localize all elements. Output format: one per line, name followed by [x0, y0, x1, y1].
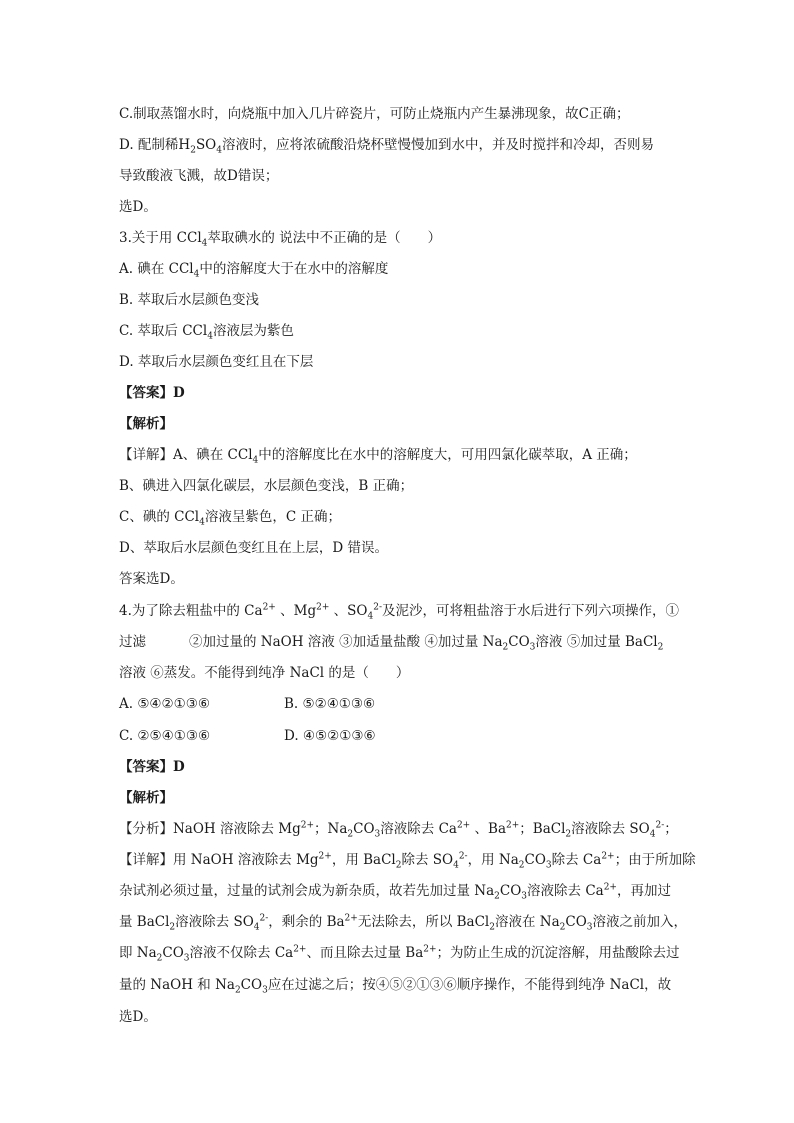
text: ；: [664, 821, 678, 837]
subscript: 3: [521, 891, 528, 902]
options-row: [119, 694, 679, 714]
option-a: A. ⑤④②①③⑥: [119, 696, 210, 712]
text: 萃取碘水的 说法中不正确的是（ ）: [207, 230, 442, 246]
detail-line: [119, 445, 679, 465]
text-line: [119, 197, 679, 217]
text: 溶液在 Na: [494, 914, 560, 930]
option-c: C. ②⑤④①③⑥: [119, 728, 211, 744]
subscript: 4: [252, 455, 259, 466]
detail-line: [119, 975, 679, 995]
text: 量的 NaOH 和 Na: [119, 977, 235, 993]
subscript: 2: [156, 953, 163, 964]
subscript: 4: [201, 238, 208, 249]
text: C. 萃取后 CCl: [119, 323, 208, 339]
text: A. 碘在 CCl: [119, 261, 194, 277]
detail-line: [119, 476, 679, 496]
option-d: D. ④⑤②①③⑥: [284, 728, 376, 744]
text: B. 萃取后水层颜色变浅: [119, 292, 260, 308]
text: 【答案】D: [119, 385, 185, 401]
text: 【解析】: [119, 790, 173, 806]
text: 量 BaCl: [119, 914, 170, 930]
text: 溶液不仅除去 Ca: [189, 945, 294, 961]
text: 【详解】A、碘在 CCl: [119, 447, 253, 463]
answer-label: [119, 383, 679, 403]
subscript: 3: [374, 829, 381, 840]
text: 及泥沙，可将粗盐溶于水后进行下列六项操作，①: [382, 603, 680, 619]
text: 、而且除去过量 Ba: [306, 945, 424, 961]
subscript: 2: [565, 829, 572, 840]
question-4-stem: [119, 632, 679, 652]
superscript: 2+: [603, 882, 617, 893]
superscript: 2+: [506, 820, 520, 831]
subscript: 3: [529, 642, 536, 653]
subscript: 3: [545, 860, 552, 871]
text: 溶液除去 Ca: [527, 883, 604, 899]
superscript: 2+: [300, 820, 315, 831]
text: 溶液之前加入，: [592, 914, 688, 930]
text: ；BaCl: [519, 821, 566, 837]
text: 除去 Ca: [551, 852, 602, 868]
subscript: 4: [649, 829, 656, 840]
text: CO: [240, 977, 263, 993]
text: 溶液 ⑤加过量 BaCl: [535, 634, 658, 650]
text: 【答案】D: [119, 759, 185, 775]
subscript: 4: [193, 269, 200, 280]
subscript: 4: [253, 922, 260, 933]
detail-line: [119, 538, 679, 558]
detail-line: [119, 881, 679, 901]
subscript: 2: [169, 922, 176, 933]
text: 杂试剂必须过量，过量的试剂会成为新杂质，故若先加过量 Na: [119, 883, 495, 899]
superscript: 2+: [293, 944, 307, 955]
text: 导致酸液飞溅，故D错误；: [119, 168, 279, 184]
text: CO: [565, 914, 587, 930]
subscript: 3: [262, 985, 268, 996]
text: B、碘进入四氯化碳层，水层颜色变浅，B 正确；: [119, 478, 414, 494]
option-b: B. ⑤②④①③⑥: [284, 696, 376, 712]
text: 中的溶解度大于在水中的溶解度: [199, 261, 389, 277]
superscript: 2+: [344, 913, 358, 924]
text: 即 Na: [119, 945, 157, 961]
subscript: 3: [183, 953, 190, 964]
text: 溶液 ⑥蒸发。不能得到纯净 NaCl 的是（ ）: [119, 665, 410, 681]
text: 、SO: [329, 603, 368, 619]
detail-line: [119, 850, 696, 871]
superscript: 2+: [423, 944, 437, 955]
text: 溶液除去 SO: [571, 821, 650, 837]
subscript: 2: [502, 642, 509, 653]
option-b: [119, 290, 679, 310]
analysis-line: [119, 819, 679, 839]
text: 溶液时，应将浓硫酸沿烧杯壁慢慢加到水中，并及时搅拌和冷却，否则易: [222, 137, 654, 153]
text: D. 配制稀H: [119, 137, 191, 153]
text-line: [119, 104, 679, 124]
text: 选D。: [119, 1009, 157, 1025]
subscript: 2: [489, 922, 495, 933]
subscript: 4: [367, 611, 374, 622]
text: 溶液呈紫色，C 正确；: [204, 509, 341, 525]
text: ②加过量的 NaOH 溶液 ③加适量盐酸 ④加过量 Na: [189, 634, 503, 650]
text: D. 萃取后水层颜色变红且在下层: [119, 354, 314, 370]
analysis-label: [119, 414, 679, 434]
text: CO: [162, 945, 184, 961]
superscript: 2+: [601, 851, 615, 862]
subscript: 2: [234, 985, 241, 996]
superscript: 2+: [318, 851, 332, 862]
answer-label: [119, 757, 679, 777]
text: CO: [499, 883, 522, 899]
text: ，剩余的 Ba: [268, 914, 345, 930]
text: CO: [508, 634, 530, 650]
detail-line: [119, 912, 688, 933]
text: 溶液除去 SO: [175, 914, 254, 930]
text: 溶液层为紫色: [212, 323, 294, 339]
text-line: [119, 135, 679, 155]
option-a: [119, 259, 679, 279]
text: 选D。: [119, 199, 157, 215]
superscript: 2+: [456, 820, 471, 831]
text: 、Ba: [470, 821, 506, 837]
final-answer: [119, 569, 679, 589]
subscript: 2: [518, 860, 525, 871]
text: 中的溶解度比在水中的溶解度大，可用四氯化碳萃取，A 正确；: [258, 447, 637, 463]
subscript: 2: [190, 145, 196, 156]
text: SO: [195, 137, 217, 153]
text: 【分析】NaOH 溶液除去 Mg: [119, 821, 301, 837]
subscript: 3: [586, 922, 593, 933]
subscript: 4: [207, 331, 213, 342]
text-line: [119, 166, 679, 186]
text: ；由于所加除: [614, 852, 696, 868]
text: 溶液除去 Ca: [380, 821, 457, 837]
options-row: [119, 726, 679, 746]
superscript: 2+: [262, 602, 276, 613]
superscript: 2+: [316, 602, 330, 613]
superscript: 2-: [373, 602, 383, 613]
detail-line: [119, 943, 679, 963]
text: ，用 Na: [467, 852, 519, 868]
option-c: [119, 321, 679, 341]
text: ，用 BaCl: [331, 852, 396, 868]
text: C、碘的 CCl: [119, 509, 200, 525]
text: 4.为了除去粗盐中的 Ca: [119, 603, 263, 619]
subscript: 4: [216, 145, 222, 156]
text: C.制取蒸馏水时，向烧瓶中加入几片碎瓷片，可防止烧瓶内产生暴沸现象，故C正确；: [119, 106, 630, 122]
text: 【详解】用 NaOH 溶液除去 Mg: [119, 852, 319, 868]
text: ；Na: [314, 821, 348, 837]
text: ，再加过: [616, 883, 671, 899]
text: 无法除去，所以 BaCl: [357, 914, 490, 930]
text: 过滤: [119, 634, 146, 650]
text: D、萃取后水层颜色变红且在上层，D 错误。: [119, 540, 388, 556]
subscript: 4: [199, 517, 205, 528]
question-3-stem: [119, 228, 679, 248]
text: 3.关于用 CCl: [119, 230, 202, 246]
subscript: 2: [559, 922, 566, 933]
question-4-stem: [119, 601, 679, 621]
text: CO: [524, 852, 546, 868]
subscript: 4: [453, 860, 459, 871]
question-4-stem: [119, 663, 679, 683]
text: 答案选D。: [119, 571, 184, 587]
detail-line: [119, 1007, 679, 1027]
subscript: 2: [494, 891, 500, 902]
text: CO: [353, 821, 375, 837]
subscript: 2: [657, 642, 664, 653]
superscript: 2-: [458, 851, 468, 862]
text: 应在过滤之后；按④⑤②①③⑥顺序操作，不能得到纯净 NaCl，故: [267, 977, 672, 993]
subscript: 2: [347, 829, 354, 840]
text: 【解析】: [119, 416, 173, 432]
superscript: 2-: [259, 913, 269, 924]
analysis-label: [119, 788, 679, 808]
subscript: 2: [395, 860, 402, 871]
detail-line: [119, 507, 679, 527]
superscript: 2-: [655, 820, 665, 831]
option-d: [119, 352, 679, 372]
text: 除去 SO: [401, 852, 454, 868]
text: ；为防止生成的沉淀溶解，用盐酸除去过: [436, 945, 680, 961]
text: 、Mg: [275, 603, 317, 619]
